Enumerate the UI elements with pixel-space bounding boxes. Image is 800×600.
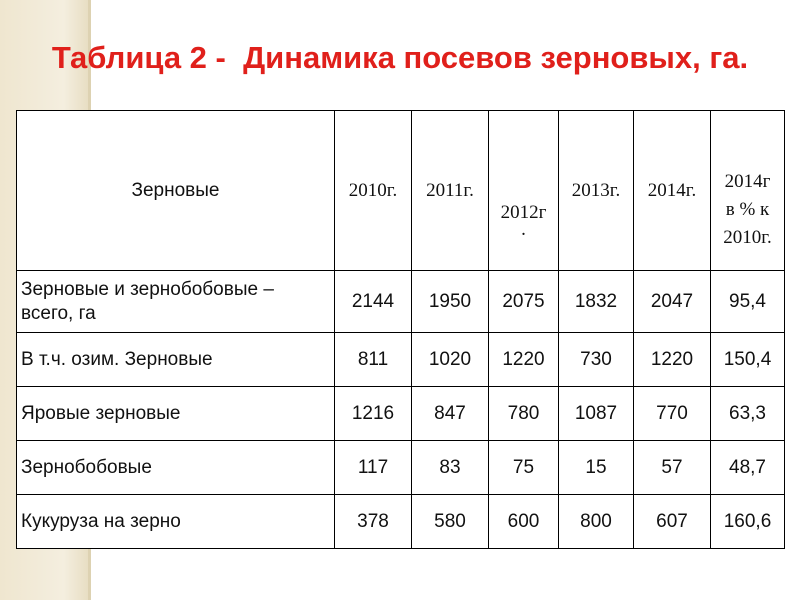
header-percent-line-2: в % к bbox=[725, 198, 770, 220]
table-cell: 48,7 bbox=[711, 441, 785, 495]
header-year-2014: 2014г. bbox=[634, 111, 711, 271]
row-label: В т.ч. озим. Зерновые bbox=[17, 333, 335, 387]
header-label-cell: Зерновые bbox=[17, 111, 335, 271]
table-cell: 600 bbox=[489, 495, 559, 549]
table-cell: 847 bbox=[412, 387, 489, 441]
table-cell: 1220 bbox=[634, 333, 711, 387]
row-label: Зерновые и зернобобовые – всего, га bbox=[17, 271, 335, 333]
row-label: Кукуруза на зерно bbox=[17, 495, 335, 549]
table-cell: 811 bbox=[335, 333, 412, 387]
table-cell: 2047 bbox=[634, 271, 711, 333]
table-cell: 95,4 bbox=[711, 271, 785, 333]
row-label: Яровые зерновые bbox=[17, 387, 335, 441]
header-year-2012-dot: . bbox=[521, 218, 526, 240]
table-cell: 780 bbox=[489, 387, 559, 441]
table-cell: 117 bbox=[335, 441, 412, 495]
header-year-2012-text: 2012г bbox=[500, 201, 547, 223]
table-cell: 1950 bbox=[412, 271, 489, 333]
header-percent-line-3: 2010г. bbox=[723, 226, 772, 248]
table-cell: 1087 bbox=[559, 387, 634, 441]
table-cell: 800 bbox=[559, 495, 634, 549]
row-label: Зернобобовые bbox=[17, 441, 335, 495]
header-percent-cell bbox=[711, 111, 785, 271]
table-cell: 63,3 bbox=[711, 387, 785, 441]
table-cell: 160,6 bbox=[711, 495, 785, 549]
header-year-2013: 2013г. bbox=[559, 111, 634, 271]
table-cell: 83 bbox=[412, 441, 489, 495]
table-header-row bbox=[17, 111, 785, 271]
crops-table bbox=[16, 110, 785, 549]
table-cell: 57 bbox=[634, 441, 711, 495]
table-cell: 2144 bbox=[335, 271, 412, 333]
table-cell: 1832 bbox=[559, 271, 634, 333]
table-cell: 580 bbox=[412, 495, 489, 549]
table-cell: 150,4 bbox=[711, 333, 785, 387]
page-title: Таблица 2 - Динамика посевов зерновых, га. bbox=[51, 40, 749, 75]
table-row bbox=[17, 271, 785, 333]
table-cell: 1216 bbox=[335, 387, 412, 441]
table-row bbox=[17, 495, 785, 549]
table-cell: 378 bbox=[335, 495, 412, 549]
table-cell: 607 bbox=[634, 495, 711, 549]
header-year-2010: 2010г. bbox=[335, 111, 412, 271]
table-row bbox=[17, 333, 785, 387]
header-year-2012 bbox=[489, 111, 559, 271]
table-cell: 1020 bbox=[412, 333, 489, 387]
table-cell: 2075 bbox=[489, 271, 559, 333]
header-percent-line-1: 2014г bbox=[724, 170, 771, 192]
header-year-2011: 2011г. bbox=[412, 111, 489, 271]
table-cell: 730 bbox=[559, 333, 634, 387]
table-cell: 15 bbox=[559, 441, 634, 495]
table-row bbox=[17, 441, 785, 495]
table-cell: 75 bbox=[489, 441, 559, 495]
table-cell: 770 bbox=[634, 387, 711, 441]
table-cell: 1220 bbox=[489, 333, 559, 387]
table-row bbox=[17, 387, 785, 441]
